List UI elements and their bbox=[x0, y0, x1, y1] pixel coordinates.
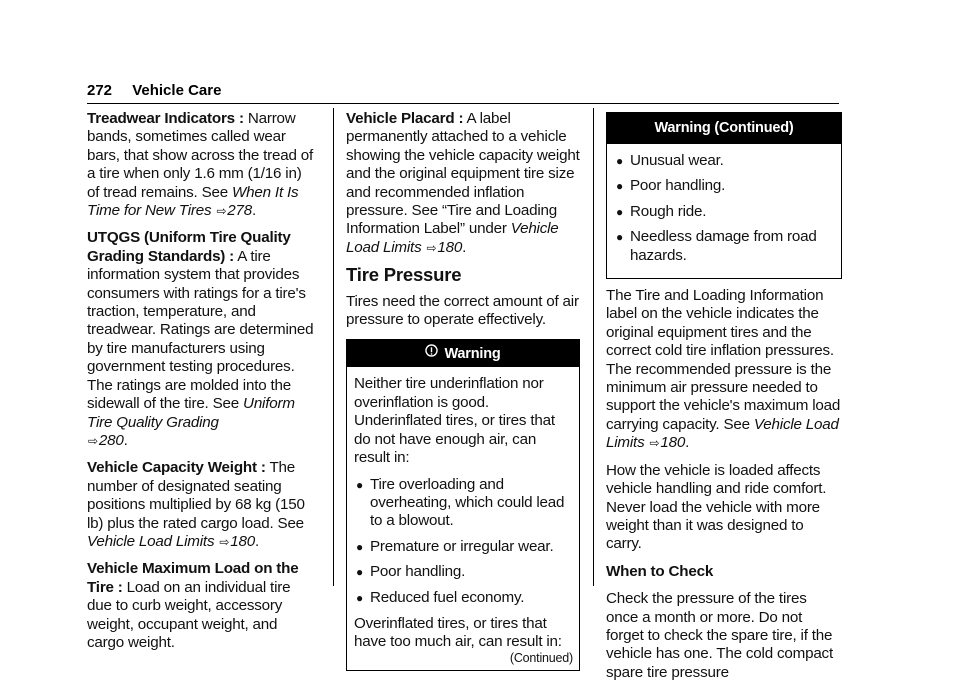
warning-title: Warning bbox=[444, 346, 501, 363]
list-item: ● Poor handling. bbox=[616, 177, 726, 195]
column-3 bbox=[606, 110, 842, 691]
bullet-icon: ● bbox=[356, 565, 364, 580]
column-2 bbox=[346, 110, 580, 679]
warning-box-continued bbox=[606, 112, 842, 279]
header-rule bbox=[87, 103, 839, 104]
utqgs-page-link[interactable]: 280 bbox=[98, 431, 124, 449]
list-item: ● Poor handling. bbox=[356, 563, 466, 581]
treadwear-link[interactable]: When It Is Time for New Tires bbox=[87, 183, 299, 220]
utqgs-definition: UTQGS (Uniform Tire Quality Grading Standards) : A tire information system that provides consumers with ratings for a tire's traction, temperature, and treadwear. Ratings are determined by tire manufacturers using government testing procedures. The ratings are molded into the sidewall of the tire. See Uniform Tire Quality Grading ⇨280. bbox=[87, 229, 314, 449]
placard-page-link[interactable]: 180 bbox=[437, 238, 463, 256]
warning-body bbox=[607, 144, 841, 278]
warning-lead: Neither tire underinflation nor overinflation is good. Underinflated tires, or tires that do not have enough air, can result in: bbox=[354, 375, 555, 467]
warning-icon bbox=[425, 340, 438, 367]
warning-box bbox=[346, 339, 580, 670]
bullet-icon: ● bbox=[616, 179, 624, 194]
section-title: Vehicle Care bbox=[132, 82, 222, 99]
label-page-link[interactable]: 180 bbox=[660, 434, 686, 452]
intro-paragraph: Tires need the correct amount of air pressure to operate effectively. bbox=[346, 292, 579, 329]
treadwear-page-link[interactable]: 278 bbox=[227, 202, 253, 220]
page-ref-arrow-icon: ⇨ bbox=[88, 433, 98, 448]
bullet-icon: ● bbox=[356, 590, 364, 605]
warning-list bbox=[614, 152, 835, 265]
placard-definition: Vehicle Placard : A label permanently attached to a vehicle showing the vehicle capacity weight and the original equipment tire size and recommended inflation pressure. See “Tire and Loading Information Label” under Vehicle Load Limits ⇨180. bbox=[346, 110, 580, 256]
treadwear-definition: Treadwear Indicators : Narrow bands, sometimes called wear bars, that show across the tread of a tire when only 1.6 mm (1/16 in) of tread remains. See When It Is Time for New Tires ⇨278. bbox=[87, 110, 313, 220]
page-number: 272 bbox=[87, 82, 113, 99]
page-ref-arrow-icon: ⇨ bbox=[426, 240, 437, 255]
treadwear-term: Treadwear Indicators : bbox=[87, 110, 244, 127]
utqgs-link[interactable]: Uniform Tire Quality Grading bbox=[87, 395, 295, 431]
when-paragraph: Check the pressure of the tires once a month or more. Do not forget to check the spare tire, if the vehicle has one. The cold compact spare tire pressure bbox=[606, 590, 833, 681]
warning-body bbox=[347, 367, 579, 669]
label-paragraph: The Tire and Loading Information label on the vehicle indicates the original equipment tires and the correct cold tire inflation pressures. The recommended pressure is the minimum air pressure needed to support the vehicle's maximum load carrying capacity. See Vehicle Load Limits ⇨180. bbox=[606, 287, 841, 452]
capacity-definition: Vehicle Capacity Weight : The number of designated seating positions multiplied by 68 kg (150 lb) plus the rated cargo load. See Vehicle Load Limits ⇨180. bbox=[87, 459, 305, 550]
list-item: ● Reduced fuel economy. bbox=[356, 588, 525, 606]
list-item: ● Needless damage from road hazards. bbox=[616, 228, 817, 264]
column-divider-2 bbox=[593, 108, 594, 586]
column-divider-1 bbox=[333, 108, 334, 586]
label-link[interactable]: Vehicle Load Limits bbox=[606, 415, 839, 452]
list-item: ● Premature or irregular wear. bbox=[356, 537, 554, 555]
page-ref-arrow-icon: ⇨ bbox=[649, 436, 660, 451]
bullet-icon: ● bbox=[356, 477, 364, 492]
warning-tail: Overinflated tires, or tires that have too much air, can result in: bbox=[354, 614, 562, 651]
warning-header bbox=[347, 340, 579, 367]
warning-list bbox=[354, 476, 573, 607]
bullet-icon: ● bbox=[356, 539, 364, 554]
maxload-term: Vehicle Maximum Load on the Tire : bbox=[87, 560, 299, 596]
list-item: ● Unusual wear. bbox=[616, 152, 724, 169]
loaded-paragraph: How the vehicle is loaded affects vehicle handling and ride comfort. Never load the vehicle with more weight than it was designed to carry. bbox=[606, 461, 827, 553]
page-ref-arrow-icon: ⇨ bbox=[219, 534, 230, 549]
column-1 bbox=[87, 110, 315, 661]
list-item: ● Tire overloading and overheating, which could lead to a blowout. bbox=[356, 475, 565, 530]
when-heading: When to Check bbox=[606, 562, 714, 580]
maxload-definition: Vehicle Maximum Load on the Tire : Load on an individual tire due to curb weight, accessory weight, occupant weight, and cargo weight. bbox=[87, 560, 299, 651]
capacity-page-link[interactable]: 180 bbox=[230, 532, 255, 550]
continued-label: (Continued) bbox=[509, 651, 573, 666]
placard-term: Vehicle Placard : bbox=[346, 110, 464, 127]
bullet-icon: ● bbox=[616, 230, 624, 245]
page-header bbox=[87, 82, 221, 99]
warning-header: Warning (Continued) bbox=[607, 113, 841, 144]
bullet-icon: ● bbox=[616, 204, 624, 219]
placard-link[interactable]: Vehicle Load Limits bbox=[346, 220, 559, 256]
capacity-link[interactable]: Vehicle Load Limits bbox=[87, 532, 215, 550]
bullet-icon: ● bbox=[616, 154, 624, 168]
list-item: ● Rough ride. bbox=[616, 202, 707, 220]
page-ref-arrow-icon: ⇨ bbox=[216, 204, 227, 219]
utqgs-term: UTQGS (Uniform Tire Quality Grading Standards) : bbox=[87, 229, 291, 265]
section-heading: Tire Pressure bbox=[346, 264, 462, 286]
capacity-term: Vehicle Capacity Weight : bbox=[87, 459, 266, 477]
